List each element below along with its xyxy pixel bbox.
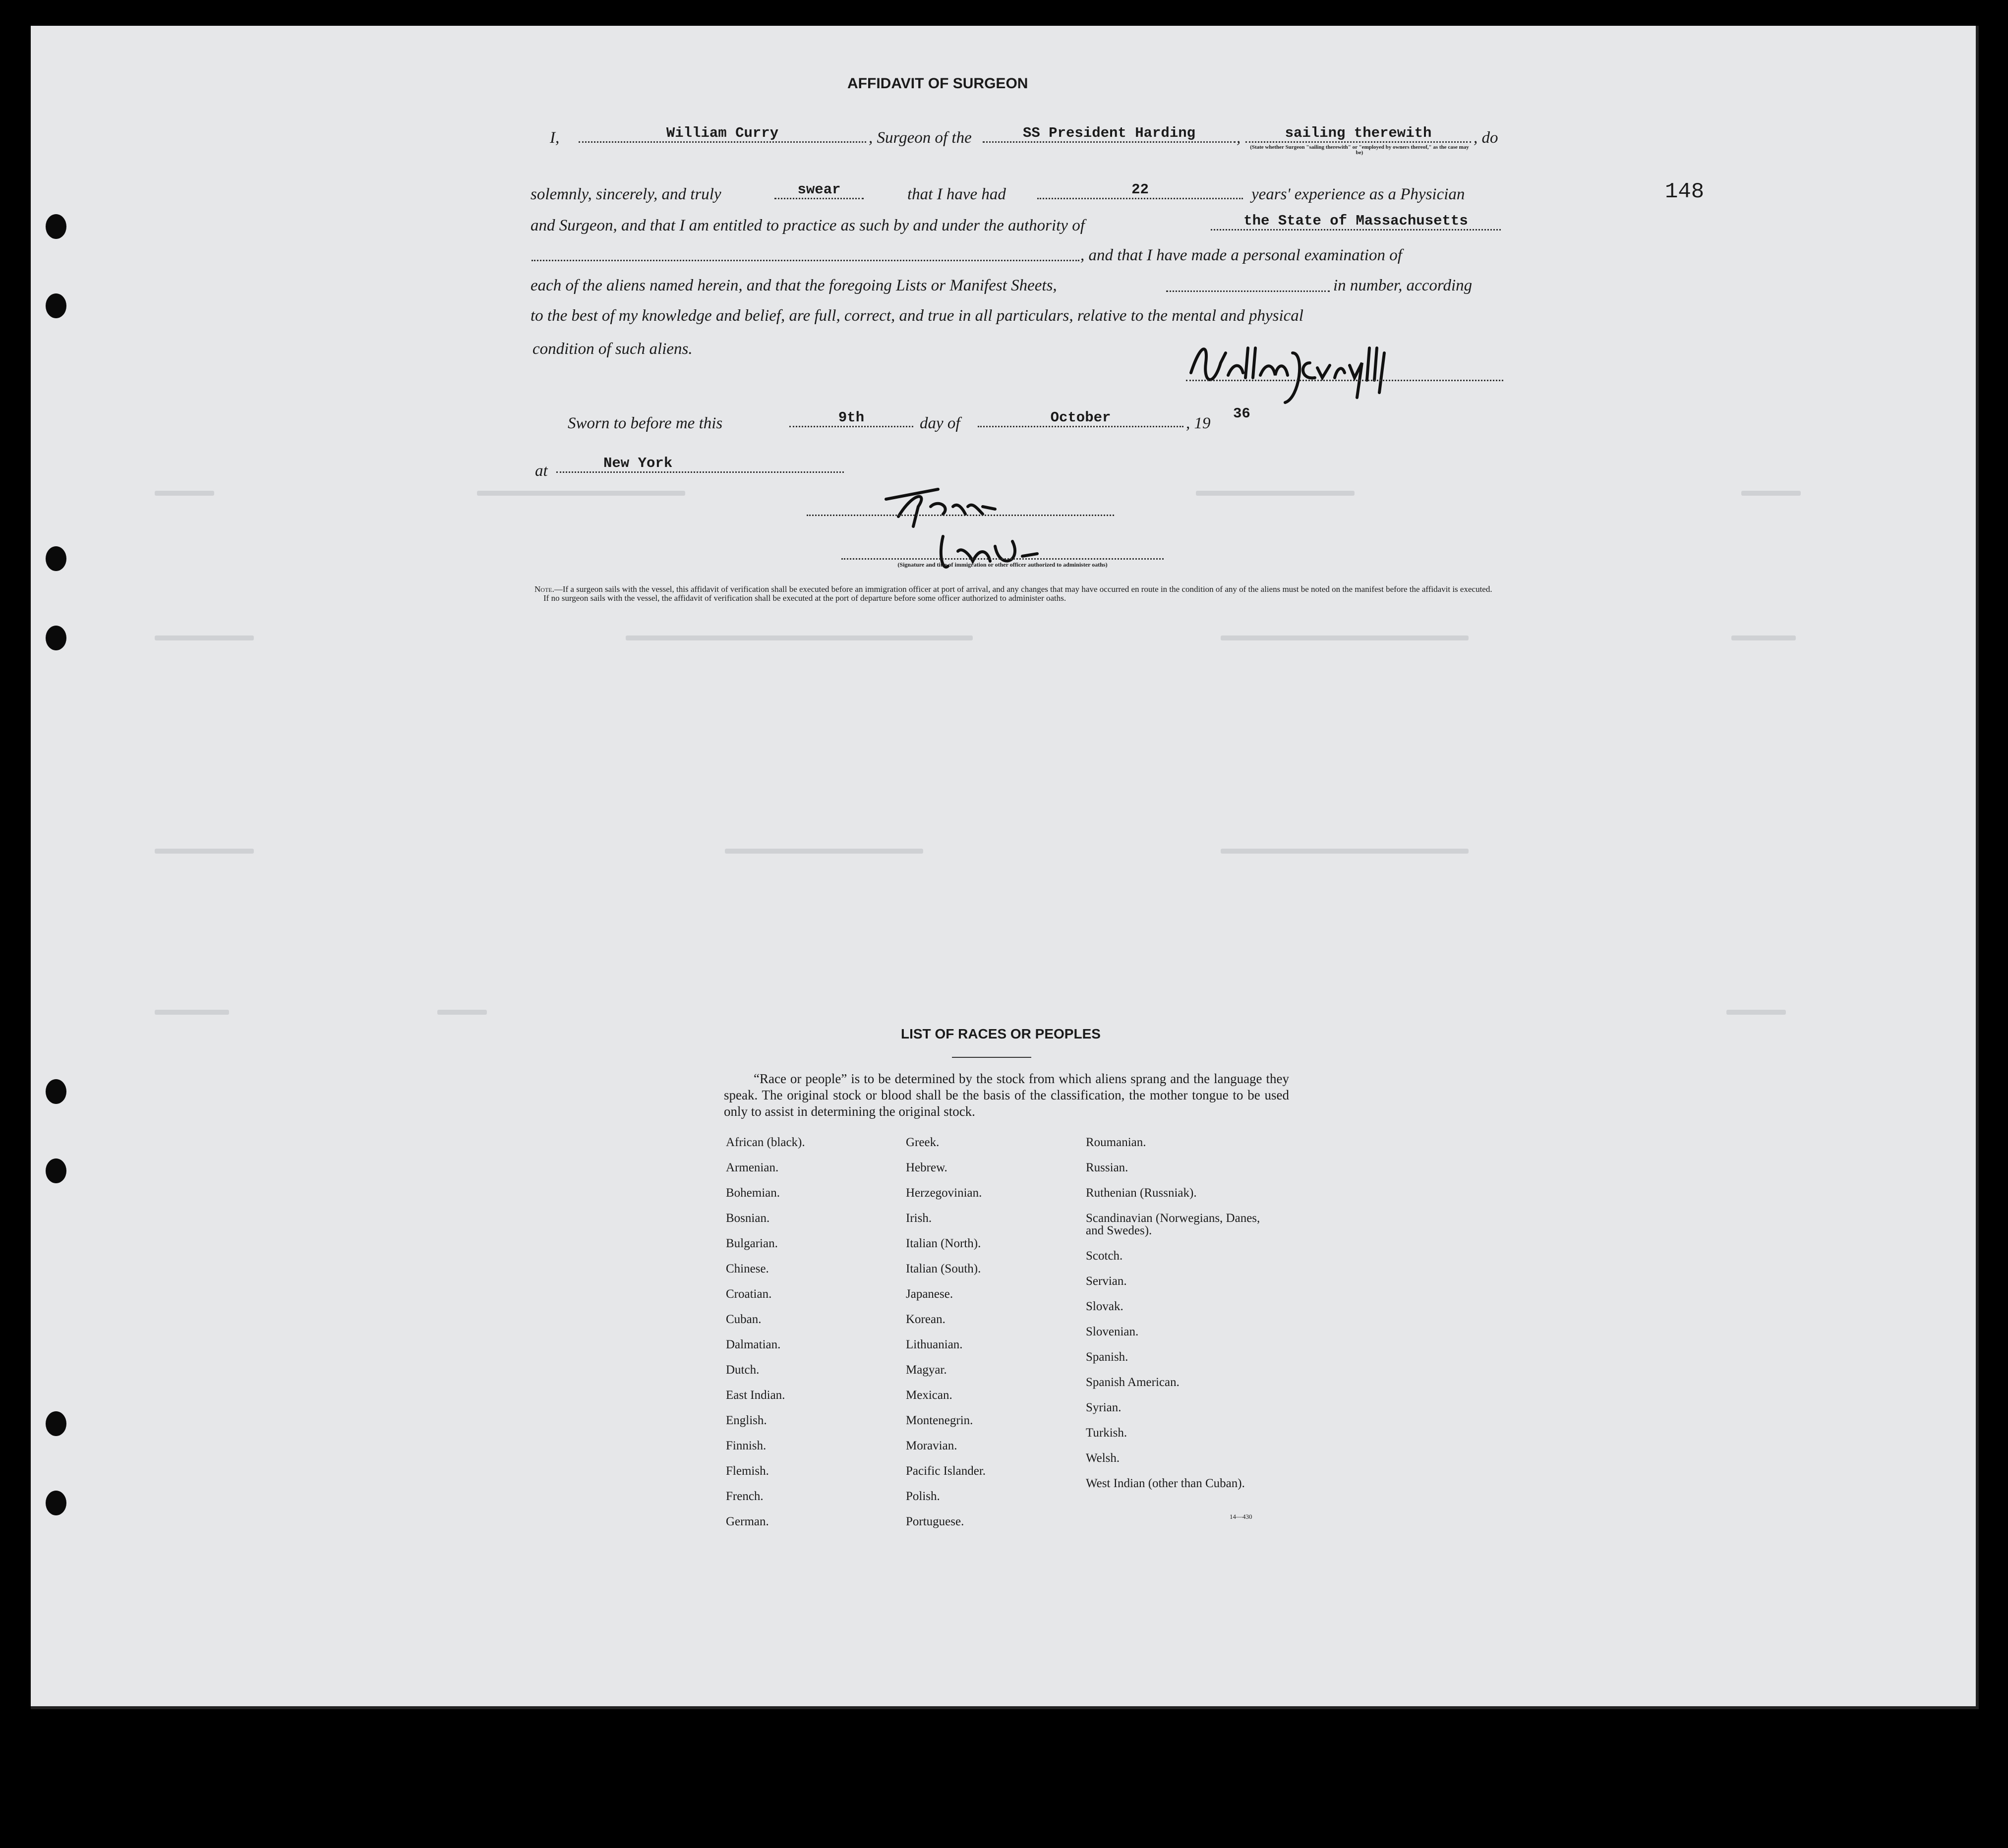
race-item: Finnish.: [726, 1439, 767, 1452]
race-item: East Indian.: [726, 1388, 785, 1402]
label-i: I,: [550, 129, 560, 147]
binder-hole: [46, 626, 66, 650]
race-item: Pacific Islander.: [906, 1464, 986, 1478]
affidavit-note: [534, 585, 1506, 603]
bleed-through-mark: [1731, 635, 1796, 640]
race-item: Armenian.: [726, 1161, 779, 1174]
bleed-through-mark: [1741, 491, 1801, 496]
note-label: Note.: [534, 584, 554, 594]
bleed-through-mark: [155, 491, 214, 496]
binder-hole: [46, 293, 66, 318]
label-at: at: [535, 462, 548, 480]
race-item: Moravian.: [906, 1439, 957, 1452]
label-best-knowledge: to the best of my knowledge and belief, are full, correct, and true in all particulars, relative to the mental and physical: [531, 307, 1303, 325]
race-item: Flemish.: [726, 1464, 769, 1478]
label-years-experience: years' experience as a Physician: [1251, 185, 1465, 203]
race-item: Slovak.: [1086, 1300, 1123, 1313]
races-column-3: [1086, 1136, 1269, 1507]
month-field: October: [978, 409, 1183, 427]
race-item: Dutch.: [726, 1363, 760, 1377]
label-year-prefix: , 19: [1186, 414, 1211, 432]
race-item: Hebrew.: [906, 1161, 947, 1174]
bleed-through-mark: [155, 1010, 229, 1015]
race-item: Ruthenian (Russniak).: [1086, 1186, 1197, 1200]
race-item: Roumanian.: [1086, 1136, 1146, 1149]
surgeon-name-field: William Curry: [579, 125, 866, 143]
binder-hole: [46, 1411, 66, 1436]
bleed-through-mark: [1221, 849, 1469, 854]
bleed-through-mark: [477, 491, 685, 496]
label-day-of: day of: [920, 414, 960, 432]
race-item: Magyar.: [906, 1363, 947, 1377]
surgeon-signature: [1186, 333, 1434, 407]
bleed-through-mark: [155, 635, 254, 640]
race-item: Dalmatian.: [726, 1338, 781, 1351]
label-each-alien: each of the aliens named herein, and that the foregoing Lists or Manifest Sheets,: [531, 277, 1057, 294]
bleed-through-mark: [725, 849, 923, 854]
binder-hole: [46, 1158, 66, 1183]
race-item: Croatian.: [726, 1287, 772, 1301]
officer-caption: (Signature and title of immigration or other officer authorized to administer oaths): [897, 561, 1108, 568]
oath-field: swear: [774, 181, 864, 199]
races-title: LIST OF RACES OR PEOPLES: [901, 1026, 1101, 1041]
years-field: 22: [1037, 181, 1243, 199]
race-item: Scandinavian (Norwegians, Danes, and Swedes).: [1086, 1212, 1260, 1237]
bleed-through-mark: [1196, 491, 1355, 496]
race-item: Bosnian.: [726, 1212, 770, 1225]
race-item: Montenegrin.: [906, 1414, 973, 1427]
label-surgeon-of: , Surgeon of the: [869, 129, 972, 147]
bleed-through-mark: [1221, 635, 1469, 640]
authority-continuation-field: [532, 259, 1079, 261]
race-item: Syrian.: [1086, 1401, 1122, 1414]
race-item: Polish.: [906, 1490, 940, 1503]
authority-field: the State of Massachusetts: [1211, 213, 1501, 231]
race-item: Lithuanian.: [906, 1338, 963, 1351]
note-text-1: —If a surgeon sails with the vessel, this affidavit of verification shall be executed before an immigration officer at port of arrival, and any changes that may have occurred en route in the condition of any of the aliens must be noted on the manifest before the affidavit is executed.: [554, 584, 1492, 594]
race-item: Russian.: [1086, 1161, 1128, 1174]
race-item: Spanish American.: [1086, 1376, 1180, 1389]
race-item: Portuguese.: [906, 1515, 964, 1528]
race-item: Mexican.: [906, 1388, 952, 1402]
binder-hole: [46, 1079, 66, 1104]
race-item: Bohemian.: [726, 1186, 780, 1200]
race-item: German.: [726, 1515, 769, 1528]
day-field: 9th: [789, 409, 913, 427]
form-number: 14—430: [1230, 1513, 1252, 1520]
officer-signature-line-upper: [807, 514, 1114, 516]
sailing-status-note: (State whether Surgeon "sailing therewith" or "employed by owners thereof," as the case may be): [1250, 144, 1469, 156]
label-solemnly: solemnly, sincerely, and truly: [531, 185, 721, 203]
binder-hole: [46, 1491, 66, 1515]
ship-name-field: SS President Harding: [983, 125, 1236, 143]
race-item: Korean.: [906, 1313, 945, 1326]
race-item: French.: [726, 1490, 764, 1503]
place-field: New York: [556, 455, 844, 473]
bleed-through-mark: [1726, 1010, 1786, 1015]
bleed-through-mark: [155, 849, 254, 854]
sailing-status-field: sailing therewith: [1245, 125, 1471, 143]
bleed-through-mark: [626, 635, 973, 640]
label-in-number: in number, according: [1333, 277, 1473, 294]
label-condition: condition of such aliens.: [532, 340, 693, 358]
race-item: Italian (South).: [906, 1262, 981, 1275]
race-item: Scotch.: [1086, 1249, 1123, 1263]
race-item: English.: [726, 1414, 767, 1427]
race-item: Italian (North).: [906, 1237, 981, 1250]
race-item: Servian.: [1086, 1274, 1127, 1288]
race-item: West Indian (other than Cuban).: [1086, 1477, 1245, 1490]
race-item: Spanish.: [1086, 1350, 1128, 1364]
year-field: 36: [1233, 405, 1250, 422]
race-item: Bulgarian.: [726, 1237, 778, 1250]
races-column-1: [726, 1136, 889, 1541]
race-item: Herzegovinian.: [906, 1186, 982, 1200]
binder-hole: [46, 214, 66, 239]
officer-signature-line: [841, 557, 1164, 560]
binder-hole: [46, 546, 66, 571]
affidavit-title: AFFIDAVIT OF SURGEON: [847, 75, 1028, 92]
race-item: African (black).: [726, 1136, 805, 1149]
label-comma: ,: [1237, 129, 1241, 147]
races-intro: “Race or people” is to be determined by the stock from which aliens sprang and the language they speak. The original stock or blood shall be the basis of the classification, the mother tongue to be used only to assist in determining the original stock.: [724, 1071, 1289, 1119]
race-item: Greek.: [906, 1136, 940, 1149]
race-item: Slovenian.: [1086, 1325, 1139, 1338]
race-item: Welsh.: [1086, 1451, 1120, 1465]
bleed-through-mark: [437, 1010, 487, 1015]
label-do: , do: [1474, 129, 1498, 147]
label-personal-examination: , and that I have made a personal examination of: [1080, 246, 1402, 264]
races-title-rule: [952, 1057, 1031, 1058]
manifest-count-field: [1166, 289, 1330, 292]
race-item: Cuban.: [726, 1313, 762, 1326]
document-page: [31, 26, 1979, 1709]
page-number: 148: [1665, 179, 1705, 204]
race-item: Turkish.: [1086, 1426, 1127, 1440]
note-text-2: If no surgeon sails with the vessel, the affidavit of verification shall be executed at the port of departure before some officer authorized to administer oaths.: [543, 593, 1066, 603]
label-and-surgeon: and Surgeon, and that I am entitled to practice as such by and under the authority of: [531, 217, 1085, 234]
race-item: Chinese.: [726, 1262, 769, 1275]
label-that-had: that I have had: [907, 185, 1006, 203]
label-sworn: Sworn to before me this: [568, 414, 723, 432]
surgeon-signature-line: [1186, 379, 1503, 381]
race-item: Irish.: [906, 1212, 932, 1225]
races-column-2: [906, 1136, 1074, 1541]
race-item: Japanese.: [906, 1287, 953, 1301]
